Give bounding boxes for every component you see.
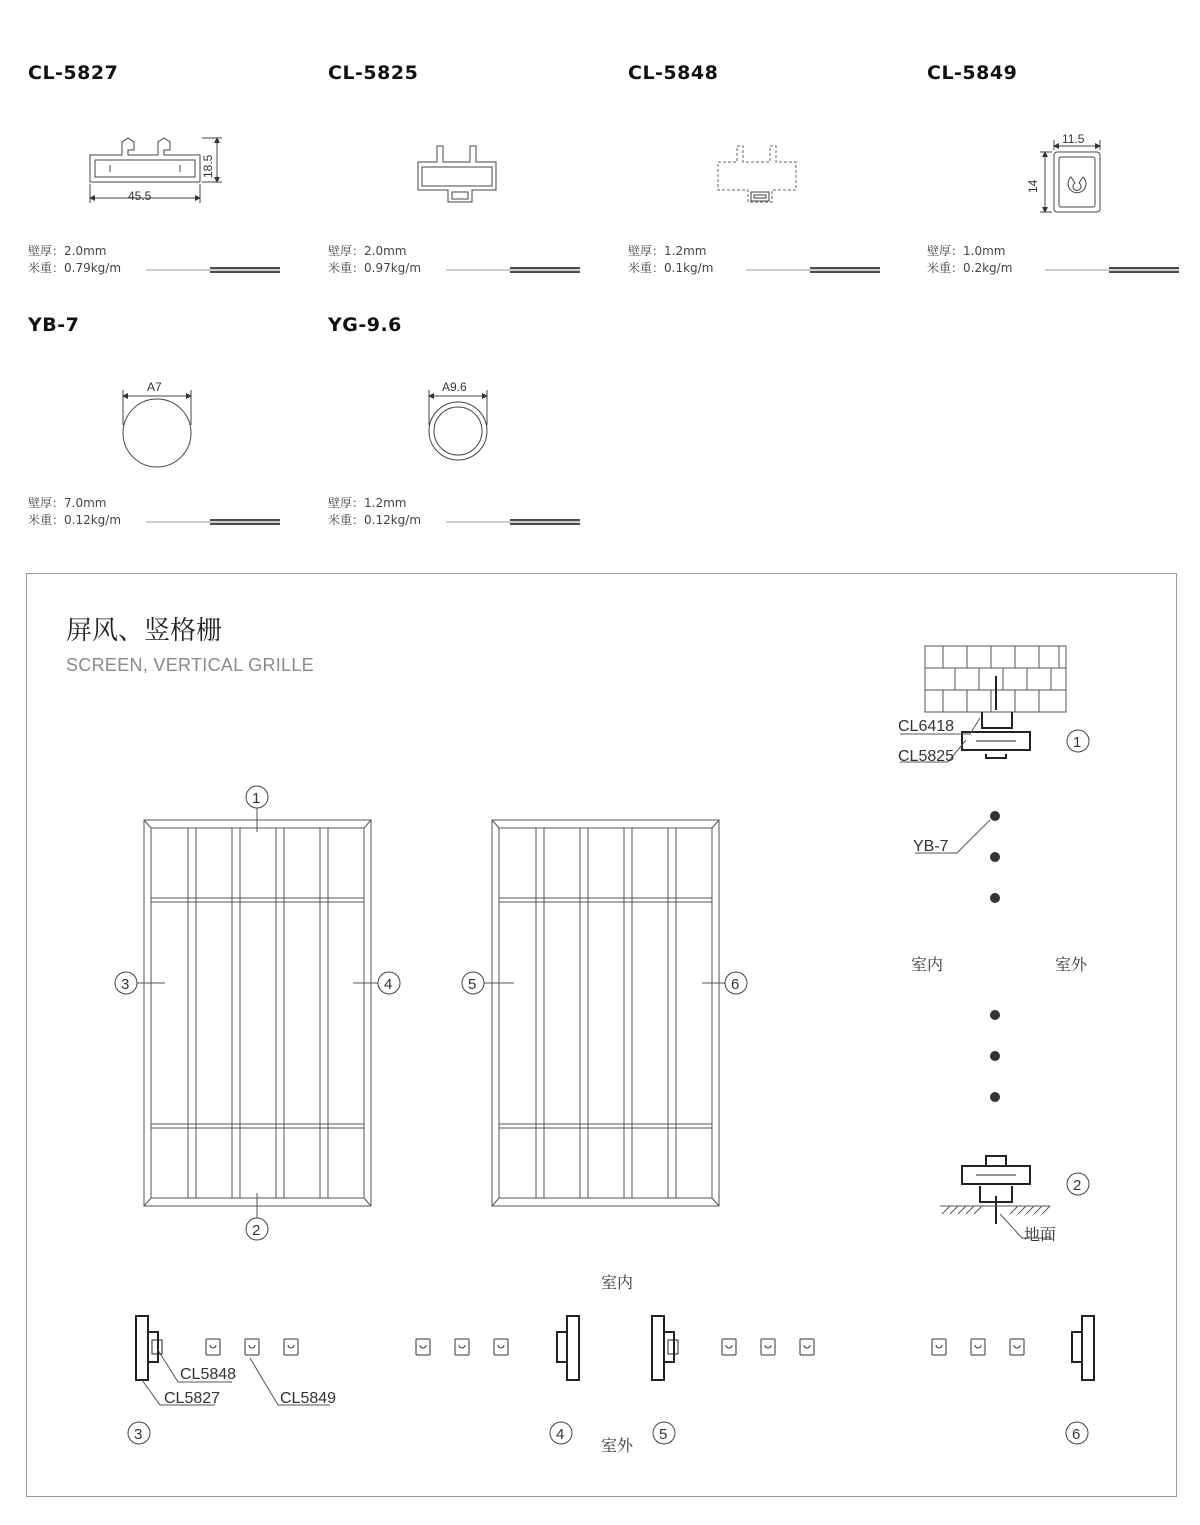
label-yb7: YB-7 xyxy=(913,838,949,855)
profile-code-cl5848: CL-5848 xyxy=(628,62,719,84)
section-title: 屏风、竖格栅 xyxy=(66,616,223,646)
callout-6-plan: 6 xyxy=(1072,1426,1081,1443)
label-indoor-plan: 室内 xyxy=(601,1273,634,1292)
spec-weight: 米重：0.2kg/m xyxy=(927,261,1013,275)
grille-frame-left xyxy=(144,820,371,1206)
callout-6: 6 xyxy=(731,976,740,993)
profile-drawing-yg96 xyxy=(429,390,487,460)
callout-2-bottom: 2 xyxy=(252,1222,261,1239)
spec-weight: 米重：0.79kg/m xyxy=(28,261,122,275)
spec-weight: 米重：0.12kg/m xyxy=(28,513,122,527)
callout-3: 3 xyxy=(121,976,130,993)
profile-code-yb7: YB-7 xyxy=(28,314,80,336)
spec-wall: 壁厚：1.2mm xyxy=(628,244,707,258)
profile-drawing-cl5825 xyxy=(418,146,496,202)
plan-slats xyxy=(206,1339,1024,1355)
profile-drawing-yb7 xyxy=(123,390,191,467)
dim-width-cl5827: 45.5 xyxy=(128,189,152,203)
label-ground: 地面 xyxy=(1024,1225,1057,1244)
spec-wall: 壁厚：2.0mm xyxy=(28,244,107,258)
profile-code-cl5827: CL-5827 xyxy=(28,62,119,84)
grille-frame-right xyxy=(492,820,719,1206)
spec-weight: 米重：0.12kg/m xyxy=(328,513,422,527)
plan-mullions xyxy=(136,1316,1094,1380)
dim-dia-yg96: A9.6 xyxy=(442,380,467,394)
profile-code-yg96: YG-9.6 xyxy=(328,314,402,336)
label-cl5825-top: CL5825 xyxy=(898,748,955,765)
label-cl5849: CL5849 xyxy=(280,1390,337,1407)
profile-code-cl5849: CL-5849 xyxy=(927,62,1018,84)
section-subtitle: SCREEN, VERTICAL GRILLE xyxy=(66,655,314,675)
callout-5-plan: 5 xyxy=(659,1426,668,1443)
dim-height-cl5827: 18.5 xyxy=(201,154,215,178)
callout-3-plan: 3 xyxy=(134,1426,143,1443)
callout-2-detail: 2 xyxy=(1073,1177,1082,1194)
spec-weight: 米重：0.97kg/m xyxy=(328,261,422,275)
detail-top-profile xyxy=(962,676,1030,758)
label-cl5848: CL5848 xyxy=(180,1366,237,1383)
label-outdoor-side: 室外 xyxy=(1055,955,1088,974)
profile-drawing-cl5848 xyxy=(718,146,796,202)
spec-wall: 壁厚：1.0mm xyxy=(927,244,1006,258)
spec-underlines xyxy=(146,270,1179,522)
spec-wall: 壁厚：2.0mm xyxy=(328,244,407,258)
label-indoor-side: 室内 xyxy=(911,955,944,974)
profile-insert-cl5848 xyxy=(751,192,769,201)
profile-drawing-cl5849 xyxy=(1040,140,1100,212)
profile-code-cl5825: CL-5825 xyxy=(328,62,419,84)
label-cl5827: CL5827 xyxy=(164,1390,221,1407)
callout-1-detail: 1 xyxy=(1073,734,1082,751)
yb7-rods xyxy=(990,811,1000,1102)
label-outdoor-plan: 室外 xyxy=(601,1436,634,1455)
callout-leaders xyxy=(137,808,725,1218)
spec-weight: 米重：0.1kg/m xyxy=(628,261,714,275)
spec-wall: 壁厚：7.0mm xyxy=(28,496,107,510)
dim-width-cl5849: 11.5 xyxy=(1062,132,1085,146)
label-cl6418: CL6418 xyxy=(898,718,955,735)
spec-underline-accents xyxy=(210,268,1179,524)
spec-wall: 壁厚：1.2mm xyxy=(328,496,407,510)
callout-4: 4 xyxy=(384,976,393,993)
callout-4-plan: 4 xyxy=(556,1426,565,1443)
dim-height-cl5849: 14 xyxy=(1026,179,1040,193)
dim-dia-yb7: A7 xyxy=(147,380,162,394)
detail-bottom-profile xyxy=(962,1156,1030,1224)
callout-1-top: 1 xyxy=(252,790,261,807)
callout-5: 5 xyxy=(468,976,477,993)
